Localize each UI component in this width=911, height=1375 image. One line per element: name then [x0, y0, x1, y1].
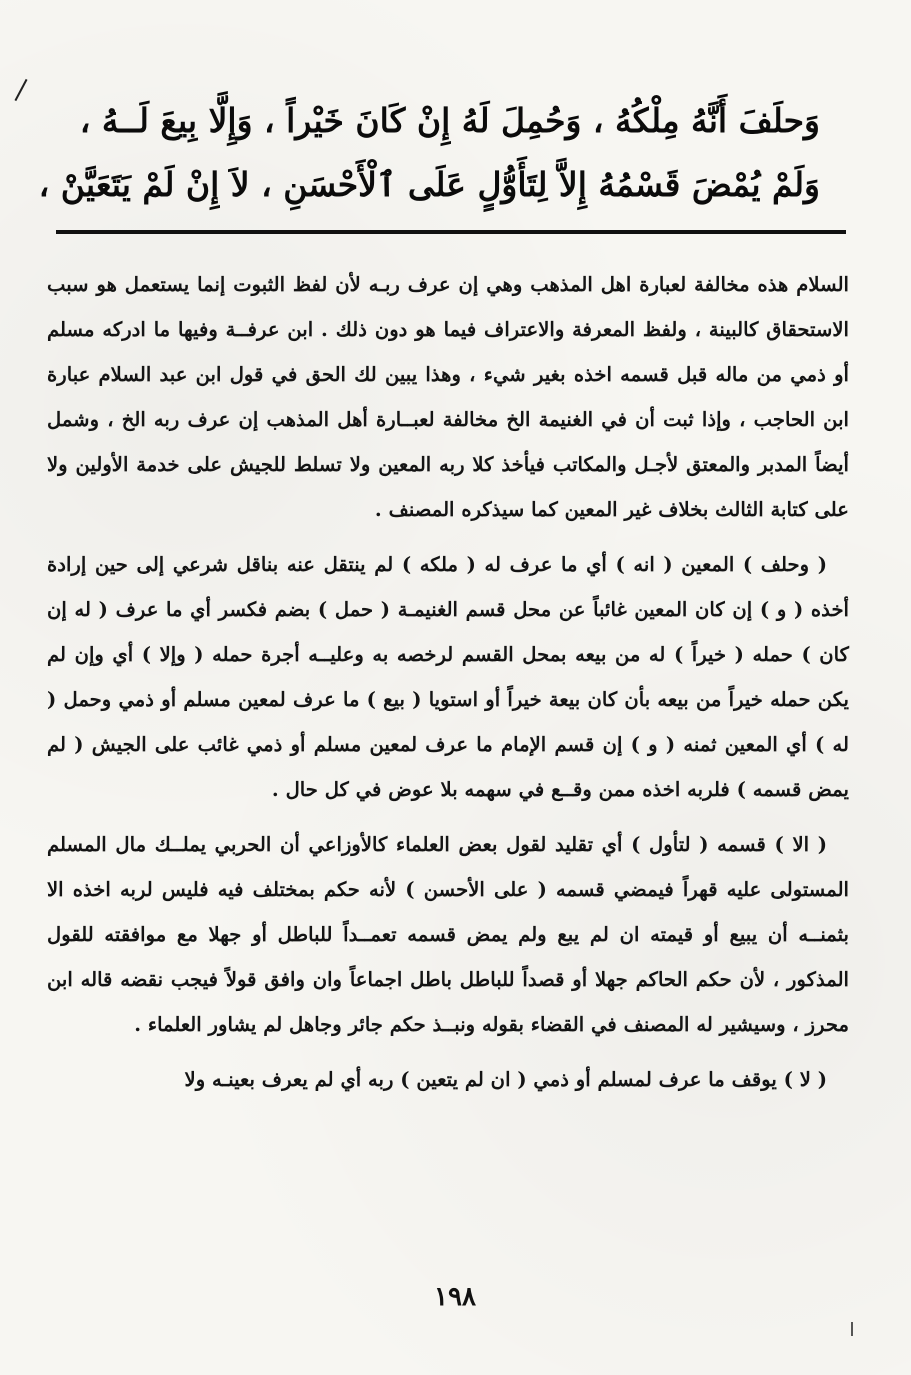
commentary-paragraph-2: ( وحلف ) المعين ( انه ) أي ما عرف له ( ملكه ) لم ينتقل عنه بناقل شرعي إلى حين إرادة أخذه ( و ) إن كان المعين غائباً عن محل قسم الغنيمـة ( حمل ) بضم فكسر أي ما عرف ( له إن كان ) حمله ( خيراً ) له من بيعه بمحل القسم لرخصه به وعليــه أجرة حمله ( وإلا ) أي وإن لم يكن حمله خيراً من بيعه بأن كان بيعة خيراً أو استويا ( بيع ) ما عرف لمعين مسلم أو ذمي وحمل ( له ) أي المعين ثمنه ( و ) إن قسم الإمام ما عرف لمعين مسلم أو ذمي غائب على الجيش ( لم يمض قسمه ) فلربه اخذه ممن وقــع في سهمه بلا عوض في كل حال .: [47, 553, 849, 801]
scan-edge-mark: [851, 1322, 853, 1336]
matn-verse-line-1: وَحلَفَ أَنَّهُ مِلْكُهُ ، وَحُمِلَ لَهُ إِنْ كَانَ خَيْراً ، وَإِلَّا بِيعَ لَــهُ ،: [79, 101, 820, 140]
commentary-paragraph-4: ( لا ) يوقف ما عرف لمسلم أو ذمي ( ان لم يتعين ) ربه أي لم يعرف بعينـه ولا: [184, 1068, 827, 1091]
matn-verse-line-2: وَلَمْ يُمْضَ قَسْمُهُ إِلاَّ لِتَأَوُّلٍ عَلَى ٱلْأَحْسَنِ ، لاَ إِنْ لَمْ يَتَعَيَّنْ ،: [38, 165, 820, 204]
page-number: ١٩٨: [434, 1282, 476, 1312]
section-divider-rule: [56, 230, 846, 234]
margin-pencil-mark: [14, 79, 27, 101]
commentary-paragraph-3: ( الا ) قسمه ( لتأول ) أي تقليد لقول بعض العلماء كالأوزاعي أن الحربي يملــك مال المسلم المستولى عليه قهراً فيمضي قسمه ( على الأحسن ) لأنه حكم بمختلف فيه فليس لربه اخذه الا بثمنــه أن يبيع أو قيمته ان لم يبع ولم يمض قسمه تعمــداً للباطل أو جهلا مع موافقته للقول المذكور ، لأن حكم الحاكم جهلا أو قصداً للباطل باطل اجماعاً وان وافق قولاً فيجب نقضه قاله ابن محرز ، وسيشير له المصنف في القضاء بقوله ونبــذ حكم جائر وجاهل لم يشاور العلماء .: [47, 833, 849, 1036]
commentary-body: [47, 262, 849, 1112]
commentary-paragraph-1: السلام هذه مخالفة لعبارة اهل المذهب وهي إن عرف ربـه لأن لفظ الثبوت إنما يستعمل هو سبب الاستحقاق كالبينة ، ولفظ المعرفة والاعتراف فيما هو دون ذلك . ابن عرفــة وفيها ما ادركه مسلم أو ذمي من ماله قبل قسمه اخذه بغير شيء ، وهذا يبين لك الحق في قول ابن عبد السلام عبارة ابن الحاجب ، وإذا ثبت أن في الغنيمة الخ مخالفة لعبــارة أهل المذهب إن عرف ربه الخ ، وشمل أيضاً المدبر والمعتق لأجـل والمكاتب فيأخذ كلا ربه المعين ولا تسلط للجيش على خدمة الأولين ولا على كتابة الثالث بخلاف غير المعين كما سيذكره المصنف .: [47, 273, 849, 521]
